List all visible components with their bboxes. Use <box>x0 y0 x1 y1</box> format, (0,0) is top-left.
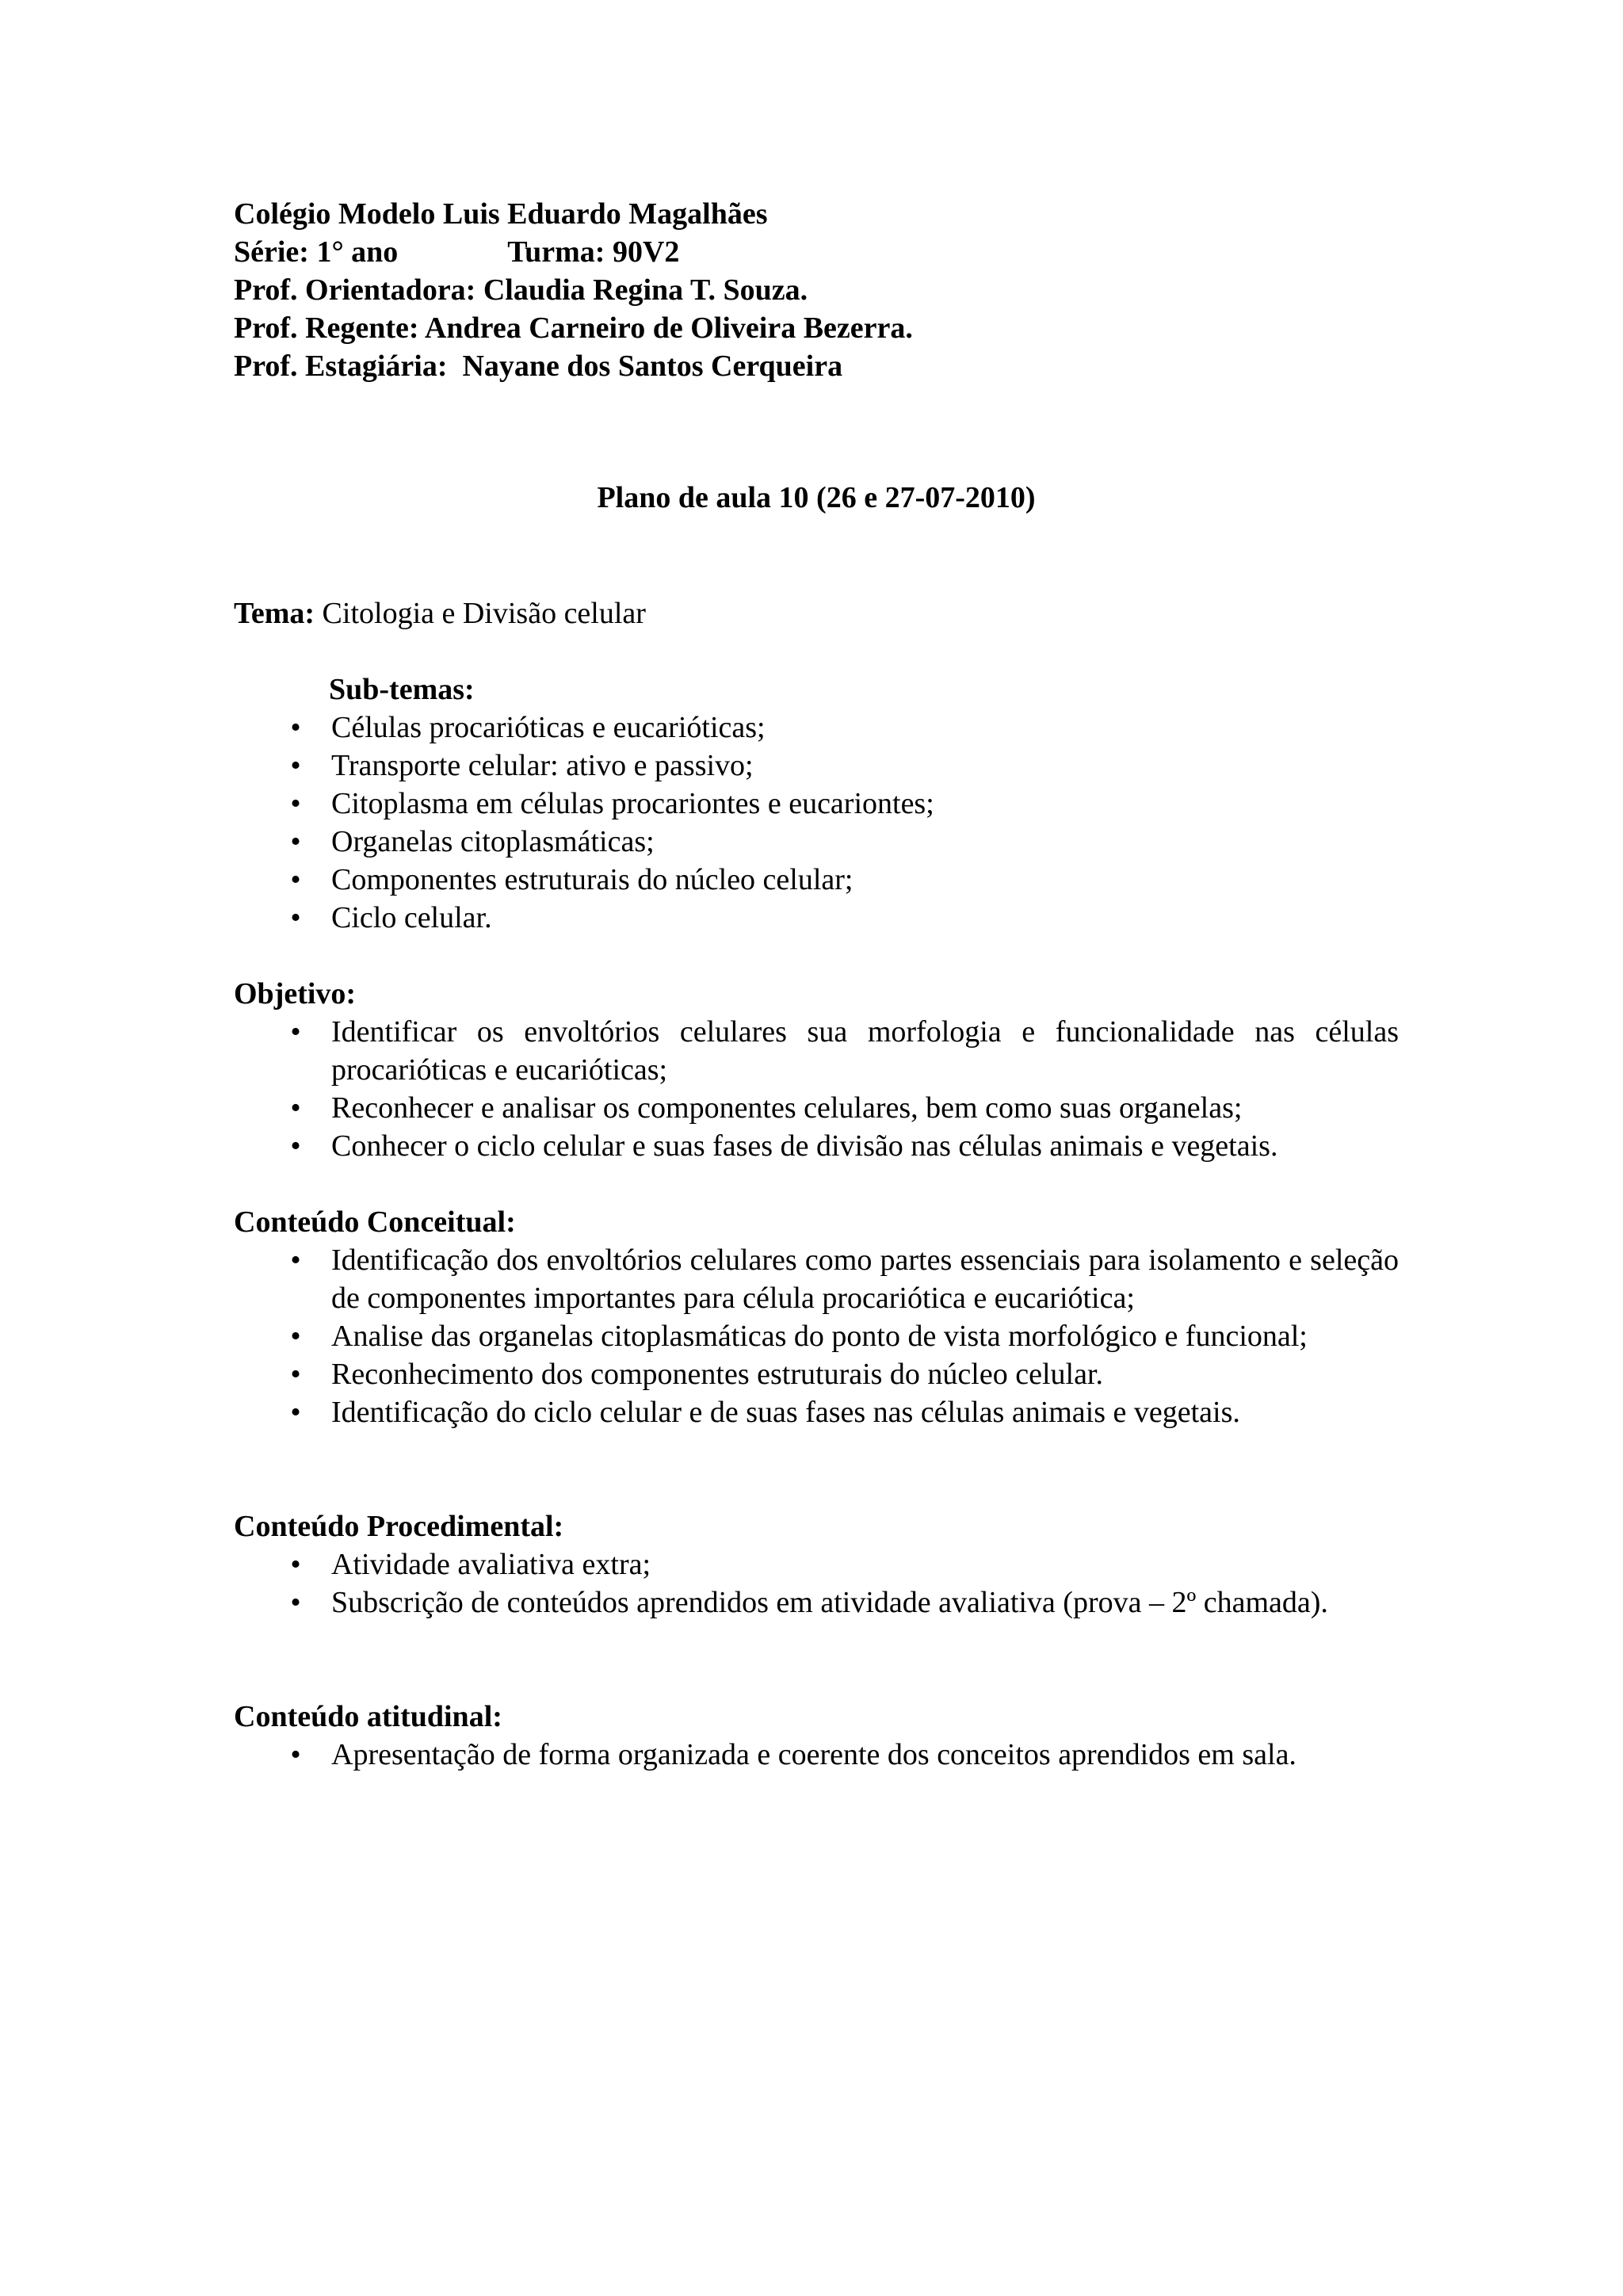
conceitual-list <box>234 1241 1399 1431</box>
atitudinal-list <box>234 1736 1399 1774</box>
bullet-icon: • <box>290 901 301 934</box>
regente: Prof. Regente: Andrea Carneiro de Oliveira Bezerra. <box>234 311 913 345</box>
subtemas-list <box>234 709 1399 937</box>
bullet-icon: • <box>290 787 301 820</box>
bullet-icon: • <box>290 863 301 896</box>
list-item: • Apresentação de forma organizada e coerente dos conceitos aprendidos em sala. <box>234 1736 1399 1774</box>
bullet-icon: • <box>290 749 301 782</box>
bullet-icon: • <box>290 1358 301 1391</box>
tema-line <box>234 594 1399 632</box>
list-item: • Atividade avaliativa extra; <box>234 1545 1399 1584</box>
bullet-icon: • <box>290 1244 301 1277</box>
orientadora: Prof. Orientadora: Claudia Regina T. Souza. <box>234 273 808 307</box>
serie: Série: 1° ano <box>234 235 399 269</box>
list-item: • Identificação do ciclo celular e de suas fases nas células animais e vegetais. <box>234 1393 1399 1431</box>
school-name: Colégio Modelo Luis Eduardo Magalhães <box>234 197 768 231</box>
tema-label: Tema: <box>234 597 315 630</box>
list-item: • Reconhecimento dos componentes estruturais do núcleo celular. <box>234 1355 1399 1393</box>
subtemas-heading: Sub-temas: <box>329 673 475 706</box>
bullet-icon: • <box>290 825 301 858</box>
bullet-icon: • <box>290 1738 301 1771</box>
bullet-icon: • <box>290 1548 301 1581</box>
list-item: • Citoplasma em células procariontes e eucariontes; <box>234 785 1399 823</box>
serie-turma-line <box>234 233 1399 271</box>
list-item: • Reconhecer e analisar os componentes celulares, bem como suas organelas; <box>234 1089 1399 1127</box>
turma: Turma: 90V2 <box>507 235 680 269</box>
bullet-icon: • <box>290 1586 301 1619</box>
page-title: Plano de aula 10 (26 e 27-07-2010) <box>597 481 1036 514</box>
estagiaria: Prof. Estagiária: Nayane dos Santos Cerqueira <box>234 350 843 383</box>
bullet-icon: • <box>290 1396 301 1429</box>
list-item: • Células procarióticas e eucarióticas; <box>234 709 1399 747</box>
bullet-icon: • <box>290 1015 301 1049</box>
conceitual-heading: Conteúdo Conceitual: <box>234 1205 516 1239</box>
procedimental-list <box>234 1545 1399 1622</box>
bullet-icon: • <box>290 711 301 744</box>
bullet-icon: • <box>290 1129 301 1163</box>
list-item: • Transporte celular: ativo e passivo; <box>234 747 1399 785</box>
list-item: • Identificar os envoltórios celulares sua morfologia e funcionalidade nas células procarióticas e eucarióticas; <box>234 1013 1399 1089</box>
list-item: • Componentes estruturais do núcleo celular; <box>234 861 1399 899</box>
objetivo-heading: Objetivo: <box>234 977 357 1010</box>
tema-value: Citologia e Divisão celular <box>315 597 646 630</box>
bullet-icon: • <box>290 1091 301 1125</box>
bullet-icon: • <box>290 1320 301 1353</box>
list-item: • Ciclo celular. <box>234 899 1399 937</box>
document-page <box>234 195 1399 1774</box>
list-item: • Analise das organelas citoplasmáticas do ponto de vista morfológico e funcional; <box>234 1317 1399 1355</box>
objetivo-list <box>234 1013 1399 1165</box>
list-item: • Subscrição de conteúdos aprendidos em atividade avaliativa (prova – 2º chamada). <box>234 1584 1399 1622</box>
procedimental-heading: Conteúdo Procedimental: <box>234 1510 564 1543</box>
atitudinal-heading: Conteúdo atitudinal: <box>234 1700 502 1733</box>
list-item: • Organelas citoplasmáticas; <box>234 823 1399 861</box>
list-item: • Identificação dos envoltórios celulares como partes essenciais para isolamento e seleção de componentes importantes para célula procariótica e eucariótica; <box>234 1241 1399 1317</box>
list-item: • Conhecer o ciclo celular e suas fases de divisão nas células animais e vegetais. <box>234 1127 1399 1165</box>
